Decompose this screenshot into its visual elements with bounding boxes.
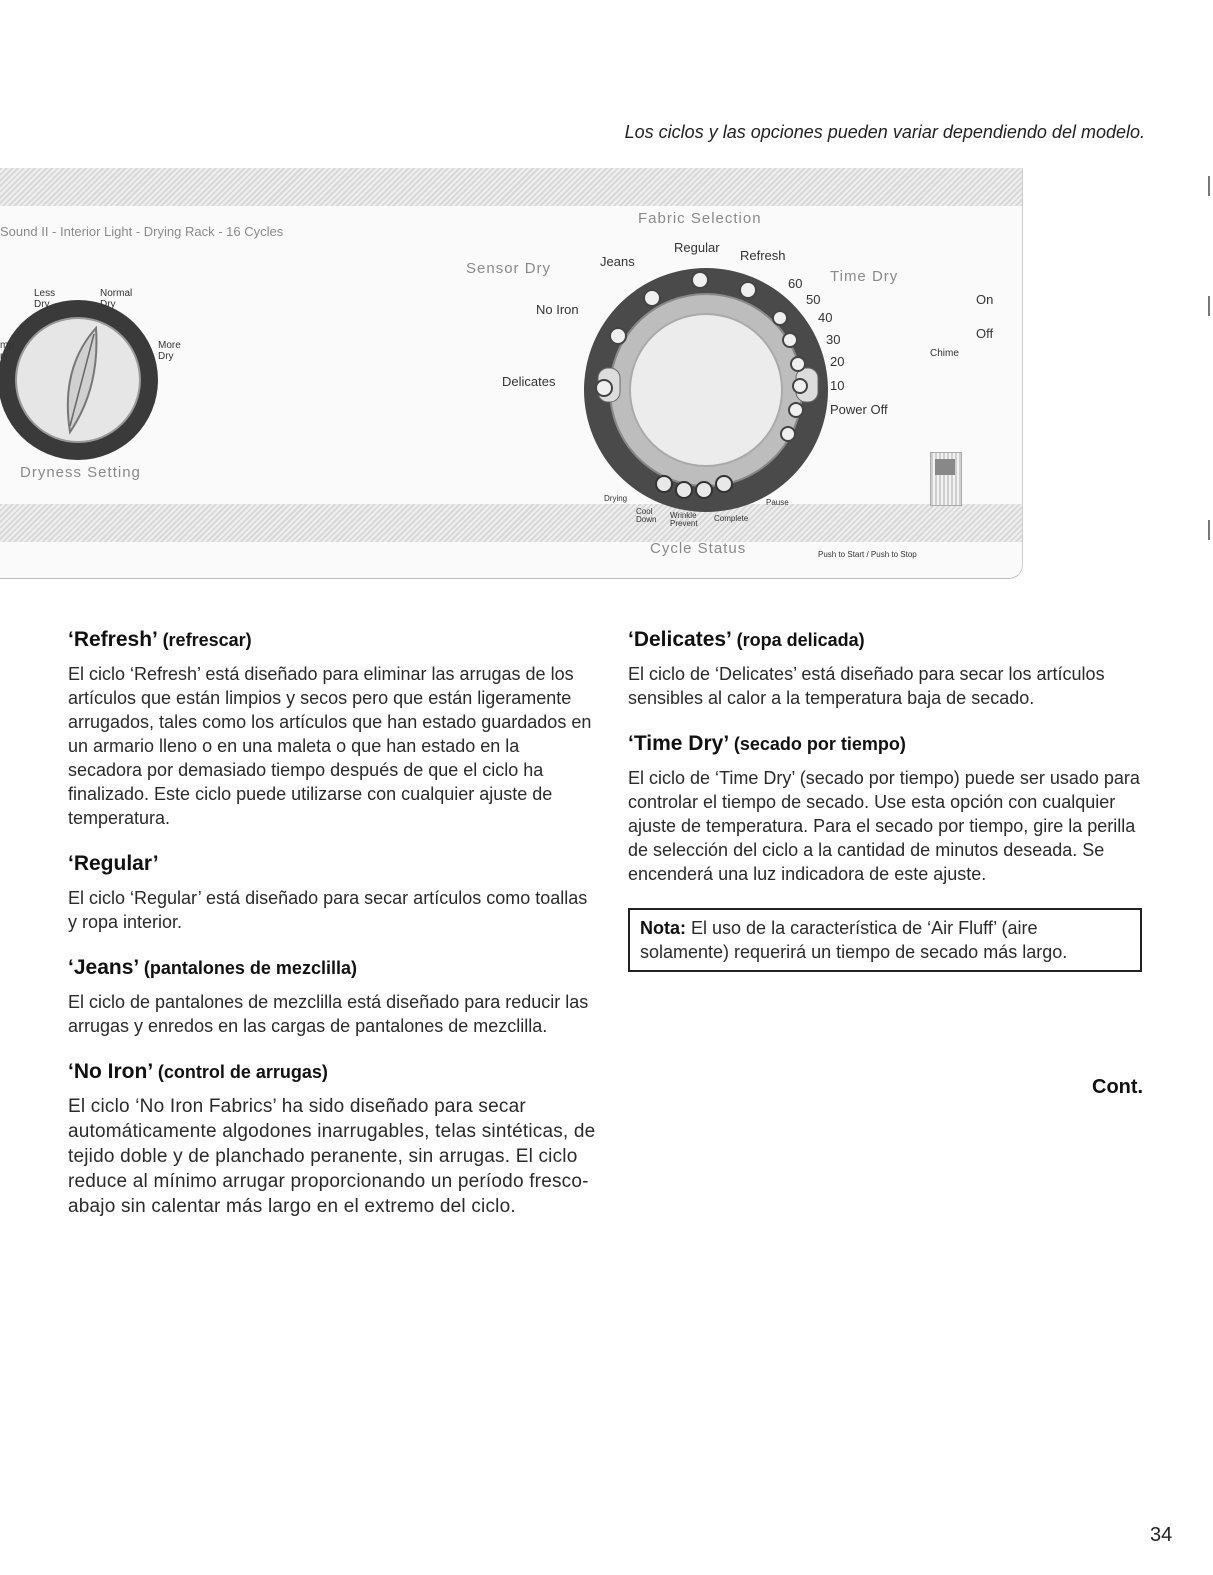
section-heading-no-iron [68,1060,598,1084]
heading-subtitle: (secado por tiempo) [733,734,906,754]
status-complete-label: Complete [714,514,749,523]
section-body-regular: El ciclo ‘Regular’ está diseñado para secar artículos como toallas y ropa interior. [68,888,588,932]
left-column [68,628,598,1241]
continued-label: Cont. [1092,1076,1144,1098]
section-body-refresh: El ciclo ‘Refresh’ está diseñado para eliminar las arrugas de los artículos que están limpios y secos pero que están ligeramente arrugados, tales como los artículos que han estado guardados en un armario lleno o en una maleta o que han estado en la secadora por demasiado tiempo después de que el ciclo ha finalizado. Este ciclo puede utilizarse con cualquier ajuste de temperatura. [68,664,592,828]
time-20-label: 20 [830,354,845,369]
heading-subtitle: (ropa delicada) [736,630,865,650]
edge-mark [1208,176,1210,196]
heading-title: ‘Regular’ [68,852,159,875]
chime-switch[interactable] [930,452,962,506]
time-dry-label: Time Dry [830,268,899,285]
model-text: Sound II - Interior Light - Drying Rack - 16 Cycles [0,224,284,239]
dryness-setting-label: Dryness Setting [20,464,141,481]
less-dry-label: Less Dry [34,288,56,310]
normal-dry-label: Normal Dry [100,288,133,310]
section-body-no-iron: El ciclo ‘No Iron Fabrics’ ha sido diseñado para secar automáticamente algodones inarrugables, telas sintéticas, de tejido doble y de planchado peranente, sin arrugas. El ciclo reduce al mínimo arrugar proporcionando un período fresco-abajo sin calentar más largo en el extremo del ciclo. [68,1096,596,1217]
status-wrinkle-prevent-label: Wrinkle Prevent [670,511,698,528]
note-text: El uso de la característica de ‘Air Fluff’ (aire solamente) requerirá un tiempo de secado más largo. [640,918,1068,962]
section-heading-delicates [628,628,1148,652]
heading-subtitle: (pantalones de mezclilla) [143,958,357,978]
cycle-no-iron-label: No Iron [536,302,579,317]
heading-title: ‘Time Dry’ [628,732,728,755]
fabric-selection-label: Fabric Selection [638,210,762,227]
chime-label: Chime [930,348,959,359]
note-label: Nota: [640,918,686,938]
section-heading-regular [68,852,598,876]
section-body-delicates: El ciclo de ‘Delicates’ está diseñado para secar los artículos sensibles al calor a la temperatura baja de secado. [628,664,1105,708]
push-start-stop-label: Push to Start / Push to Stop [818,550,917,559]
heading-title: ‘Refresh’ [68,628,157,651]
dryer-control-panel [0,168,1023,579]
right-column [628,628,1148,972]
chime-on-label: On [976,292,994,307]
time-40-label: 40 [818,310,833,325]
time-50-label: 50 [806,292,821,307]
status-drying-label: Drying [604,494,628,503]
heading-subtitle: (control de arrugas) [157,1062,328,1082]
time-60-label: 60 [788,276,803,291]
sensor-dry-label: Sensor Dry [466,260,552,277]
section-body-time-dry: El ciclo de ‘Time Dry’ (secado por tiempo) puede ser usado para controlar el tiempo de secado. Use esta opción con cualquier ajuste de temperatura. Para el secado por tiempo, gire la perilla de selección del ciclo a la cantidad de minutos deseada. Se encenderá una luz indicadora de este ajuste. [628,768,1140,884]
cycle-refresh-label: Refresh [740,248,786,263]
heading-title: ‘Jeans’ [68,956,139,979]
cycle-status-label: Cycle Status [650,540,747,557]
damp-dry-label: mp ry [0,340,14,362]
status-cool-down-label: Cool Down [636,507,657,524]
heading-subtitle: (refrescar) [162,630,252,650]
section-heading-time-dry [628,732,1148,756]
page-caption: Los ciclos y las opciones pueden variar dependiendo del modelo. [624,122,1145,142]
dryness-knob[interactable] [0,300,158,460]
page-number: 34 [1150,1524,1173,1546]
section-body-jeans: El ciclo de pantalones de mezclilla está diseñado para reducir las arrugas y enredos en las cargas de pantalones de mezclilla. [68,992,589,1036]
heading-title: ‘Delicates’ [628,628,731,651]
power-off-label: Power Off [830,402,888,417]
cycle-selector-knob[interactable] [584,268,828,512]
chime-off-label: Off [976,326,994,341]
time-30-label: 30 [826,332,841,347]
cycle-delicates-label: Delicates [502,374,556,389]
section-heading-jeans [68,956,598,980]
note-box [628,908,1142,972]
heading-title: ‘No Iron’ [68,1060,152,1083]
section-heading-refresh [68,628,598,652]
cycle-regular-label: Regular [674,240,720,255]
time-10-label: 10 [830,378,845,393]
more-dry-label: More Dry [158,340,181,362]
edge-mark [1208,296,1210,316]
status-pause-label: Pause [766,498,789,507]
cycle-jeans-label: Jeans [600,254,635,269]
edge-mark [1208,520,1210,540]
